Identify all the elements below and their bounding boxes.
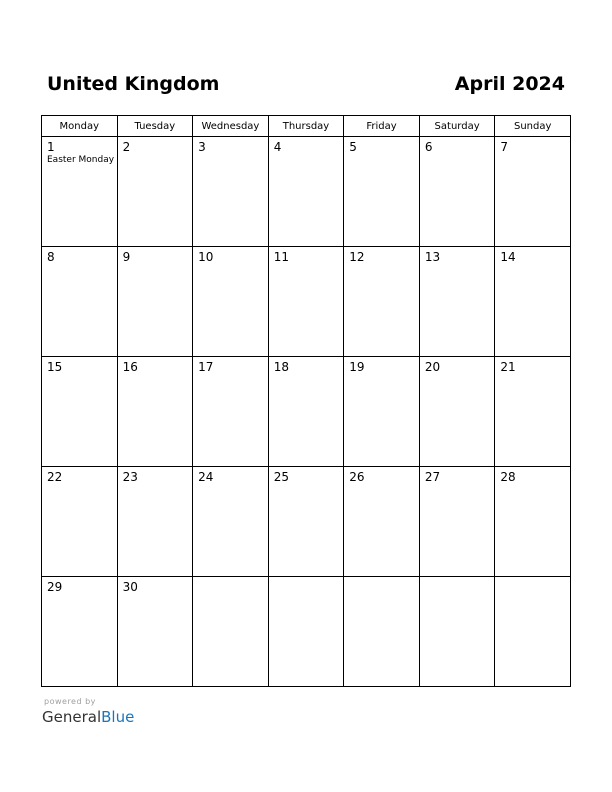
day-number: 23 [122, 470, 138, 484]
week-row [42, 577, 571, 687]
day-number: 10 [198, 250, 214, 264]
day-number: 20 [424, 360, 441, 374]
day-number: 12 [349, 250, 365, 264]
day-cell [268, 137, 344, 247]
day-number: 13 [424, 250, 441, 264]
country-title: United Kingdom [47, 73, 220, 95]
day-number: 29 [47, 580, 63, 594]
day-number: 11 [273, 250, 289, 264]
weekday-header-row [42, 116, 571, 137]
day-cell [344, 577, 420, 687]
weekday-wednesday: Wednesday [193, 116, 269, 137]
day-cell [419, 577, 495, 687]
day-number [269, 577, 344, 580]
day-number: 5 [349, 140, 357, 154]
powered-by-label: powered by [44, 697, 96, 706]
day-cell [42, 357, 118, 467]
calendar-grid [41, 115, 571, 687]
day-number: 27 [424, 470, 441, 484]
month-year-title: April 2024 [454, 73, 565, 95]
brand-general-text: General [42, 708, 102, 726]
day-number [193, 577, 268, 580]
day-cell [344, 247, 420, 357]
day-cell [419, 247, 495, 357]
day-cell [117, 357, 193, 467]
day-cell [268, 577, 344, 687]
holiday-label: Easter Monday [47, 155, 115, 165]
day-cell [495, 357, 571, 467]
footer-branding [42, 697, 134, 727]
day-number: 6 [424, 140, 433, 154]
weekday-saturday: Saturday [419, 116, 495, 137]
weekday-monday: Monday [42, 116, 118, 137]
day-number [495, 577, 570, 580]
day-cell [268, 467, 344, 577]
day-cell [419, 137, 495, 247]
day-number [344, 577, 419, 580]
day-cell [419, 357, 495, 467]
day-cell [344, 357, 420, 467]
day-cell [193, 467, 269, 577]
day-number: 8 [47, 250, 55, 264]
generalblue-logo[interactable] [42, 707, 134, 727]
day-cell [495, 247, 571, 357]
week-row [42, 247, 571, 357]
day-number: 24 [198, 470, 214, 484]
week-row [42, 467, 571, 577]
day-number: 18 [273, 360, 289, 374]
day-cell [268, 357, 344, 467]
day-number: 19 [349, 360, 365, 374]
weekday-thursday: Thursday [268, 116, 344, 137]
day-cell [419, 467, 495, 577]
day-cell [344, 467, 420, 577]
week-row [42, 137, 571, 247]
day-cell [117, 137, 193, 247]
day-number: 26 [349, 470, 365, 484]
week-row [42, 357, 571, 467]
day-number: 9 [122, 250, 131, 264]
day-cell [117, 467, 193, 577]
day-number: 14 [500, 250, 516, 264]
day-cell [495, 577, 571, 687]
day-number: 22 [47, 470, 63, 484]
day-cell [495, 467, 571, 577]
day-number: 4 [273, 140, 282, 154]
day-number: 21 [500, 360, 516, 374]
day-number [420, 577, 495, 580]
day-cell [42, 247, 118, 357]
day-cell [495, 137, 571, 247]
day-cell [193, 357, 269, 467]
day-number: 16 [122, 360, 138, 374]
day-cell [193, 577, 269, 687]
day-number: 1 [47, 140, 55, 154]
day-cell [268, 247, 344, 357]
day-cell [42, 577, 118, 687]
weekday-friday: Friday [344, 116, 420, 137]
day-number: 30 [122, 580, 138, 594]
day-number: 15 [47, 360, 63, 374]
day-cell [42, 467, 118, 577]
weekday-tuesday: Tuesday [117, 116, 193, 137]
weekday-sunday: Sunday [495, 116, 571, 137]
day-cell [117, 577, 193, 687]
day-cell [193, 137, 269, 247]
day-cell [193, 247, 269, 357]
day-number: 2 [122, 140, 131, 154]
day-cell [344, 137, 420, 247]
day-number: 25 [273, 470, 289, 484]
day-number: 3 [198, 140, 206, 154]
day-cell [42, 137, 118, 247]
brand-blue-text: Blue [101, 708, 135, 726]
day-cell [117, 247, 193, 357]
day-number: 17 [198, 360, 214, 374]
day-number: 7 [500, 140, 509, 154]
day-number: 28 [500, 470, 516, 484]
